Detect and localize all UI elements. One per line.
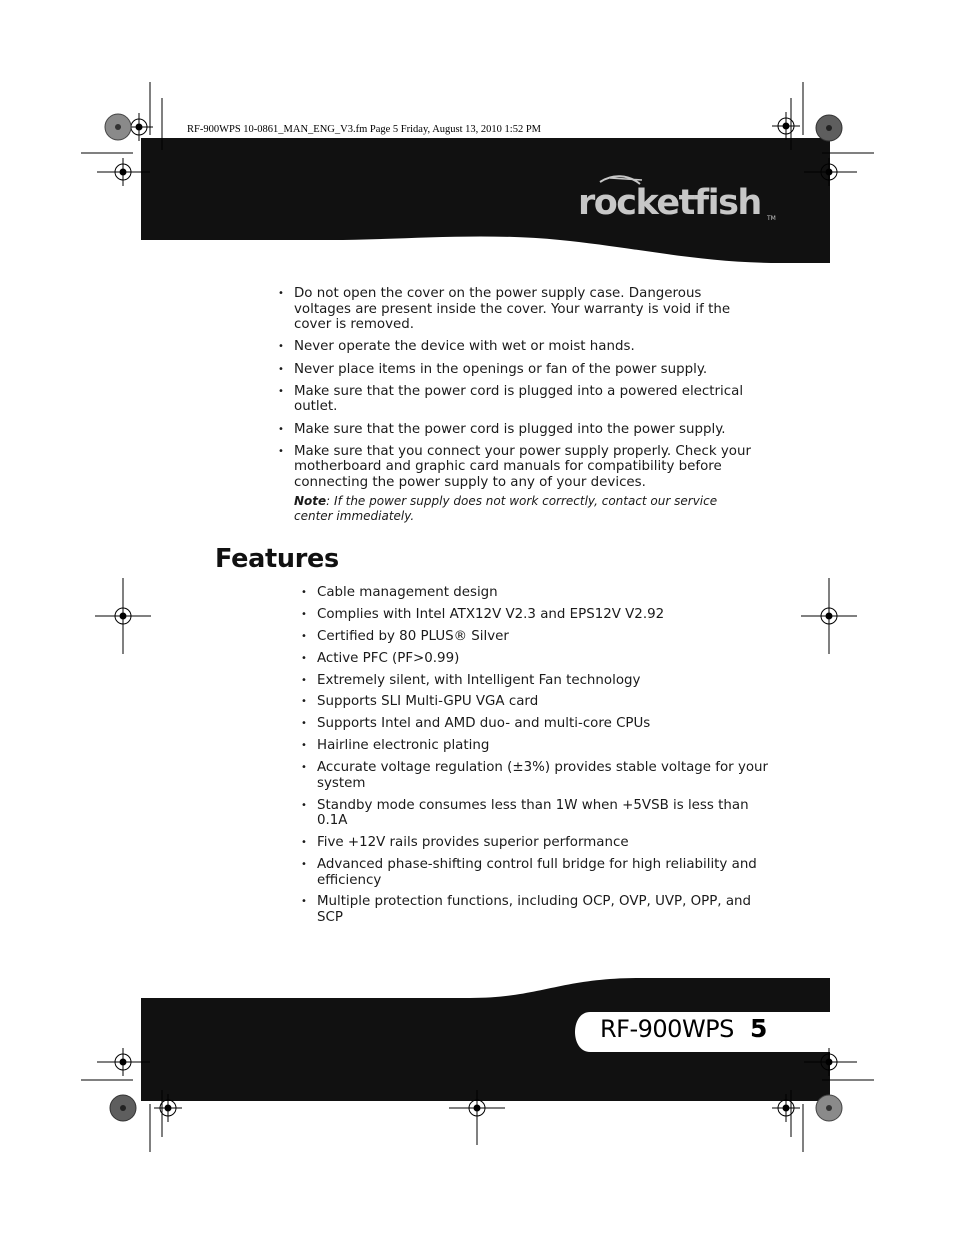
list-item: • Active PFC (PF>0.99) bbox=[301, 650, 460, 666]
registration-mark bbox=[772, 112, 800, 140]
registration-mark bbox=[801, 578, 857, 654]
page-number: 5 bbox=[750, 1014, 768, 1043]
note-text: : If the power supply does not work correctly, contact our service center immediately. bbox=[294, 494, 718, 523]
list-item: • Advanced phase-shifting control full bridge for high reliability and efficiency bbox=[301, 856, 757, 888]
rocketfish-logo: rocketfish bbox=[578, 183, 761, 223]
trademark-mark: TM bbox=[767, 215, 776, 222]
list-item: • Make sure that the power cord is plugged into the power supply. bbox=[278, 421, 726, 437]
registration-mark bbox=[109, 158, 137, 186]
list-item: • Make sure that the power cord is plugged into a powered electrical outlet. bbox=[278, 383, 744, 415]
registration-mark bbox=[95, 578, 151, 654]
list-item: • Certified by 80 PLUS® Silver bbox=[301, 628, 509, 644]
star-target bbox=[816, 115, 842, 141]
list-item: • Cable management design bbox=[301, 585, 498, 600]
star-target bbox=[816, 1095, 842, 1121]
list-item: • Supports Intel and AMD duo- and multi-core CPUs bbox=[301, 716, 651, 732]
features-list bbox=[301, 585, 777, 932]
list-item: • Never operate the device with wet or moist hands. bbox=[278, 339, 635, 355]
list-item: • Complies with Intel ATX12V V2.3 and EPS12V V2.92 bbox=[301, 606, 665, 622]
file-slug: RF-900WPS 10-0861_MAN_ENG_V3.fm Page 5 Friday, August 13, 2010 1:52 PM bbox=[187, 124, 541, 135]
list-item: • Five +12V rails provides superior performance bbox=[301, 835, 629, 851]
star-target bbox=[110, 1095, 136, 1121]
list-item: • Standby mode consumes less than 1W when +5VSB is less than 0.1A bbox=[301, 797, 749, 829]
list-item: • Make sure that you connect your power supply properly. Check your motherboard and graphic card manuals for compatibility before connecting the power supply to any of your devices. bbox=[278, 443, 751, 490]
list-item: • Accurate voltage regulation (±3%) provides stable voltage for your system bbox=[301, 760, 769, 791]
list-item: • Multiple protection functions, including OCP, OVP, UVP, OPP, and SCP bbox=[301, 894, 752, 926]
list-item: • Supports SLI Multi-GPU VGA card bbox=[301, 694, 539, 710]
list-item: • Do not open the cover on the power supply case. Dangerous voltages are present inside the cover. Your warranty is void if the cover is removed. bbox=[278, 286, 731, 333]
list-item: • Never place items in the openings or fan of the power supply. bbox=[278, 361, 708, 377]
list-item: • Hairline electronic plating bbox=[301, 738, 490, 754]
service-note bbox=[294, 494, 754, 523]
safety-list bbox=[278, 286, 754, 497]
registration-mark bbox=[109, 1048, 137, 1076]
list-item: • Extremely silent, with Intelligent Fan technology bbox=[301, 672, 641, 688]
section-heading: Features bbox=[215, 544, 339, 574]
footer-model-name: RF-900WPS bbox=[600, 1015, 734, 1043]
star-target bbox=[105, 114, 131, 140]
note-label: Note bbox=[294, 494, 327, 508]
